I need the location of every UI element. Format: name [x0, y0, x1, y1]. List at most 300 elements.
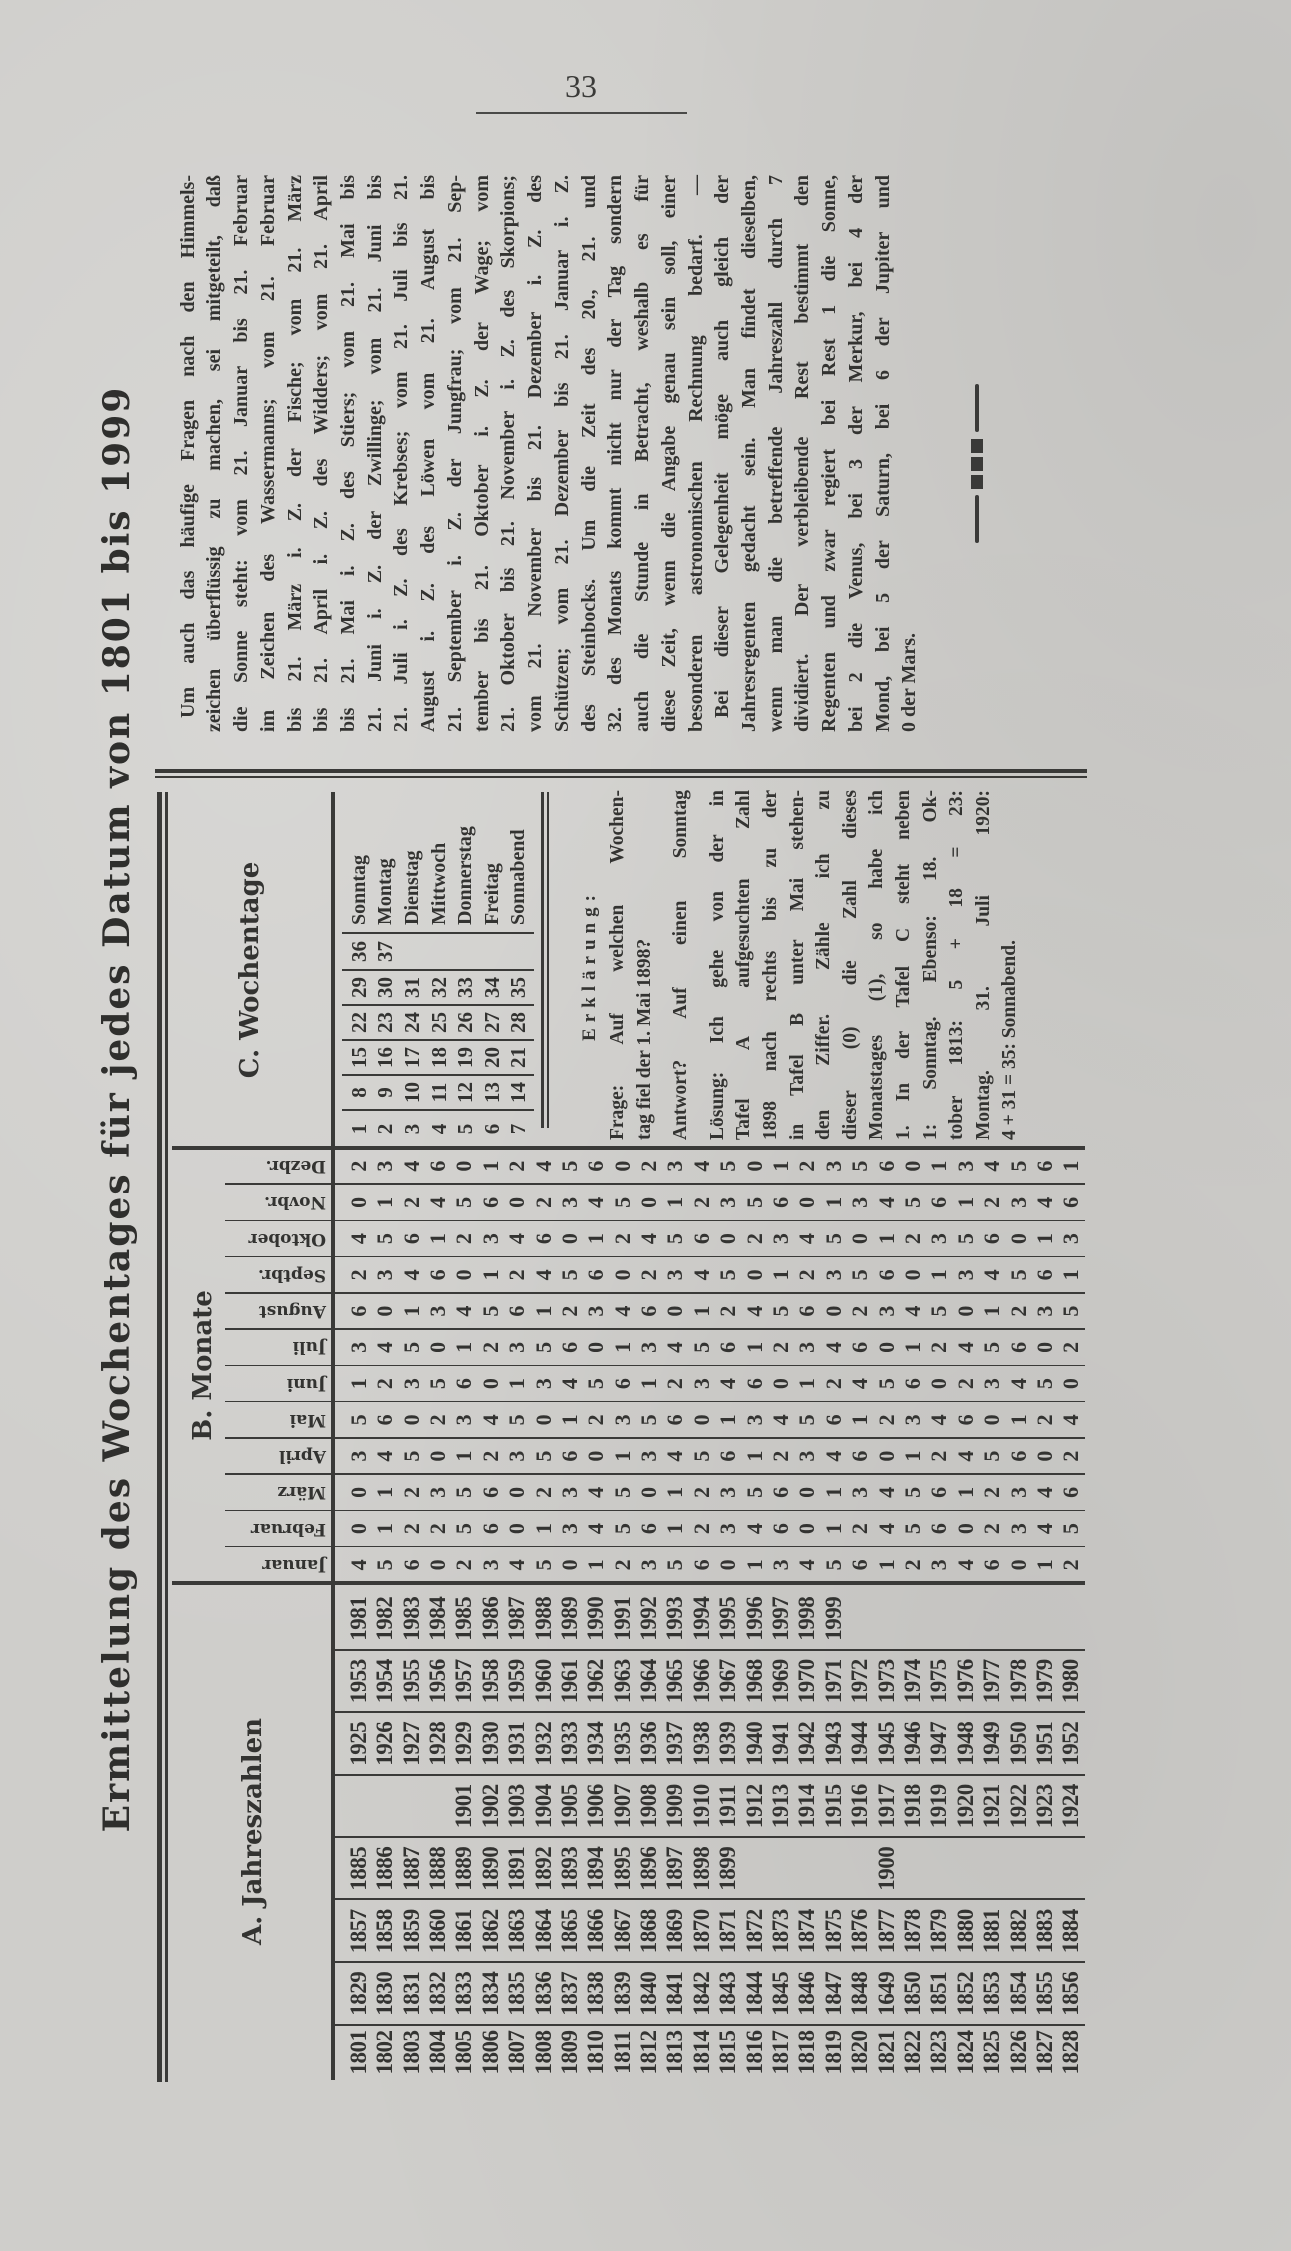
year-cell: 1963 [609, 1659, 635, 1704]
year-cell: 1973 [873, 1659, 899, 1704]
month-value-cell: 5 [609, 1196, 635, 1208]
year-cell: 1836 [530, 1971, 556, 2016]
year-cell: 1888 [424, 1846, 450, 1891]
year-cell: 1804 [424, 2030, 450, 2075]
month-header [226, 1329, 330, 1365]
year-cell: 1852 [952, 1971, 978, 2016]
header-bottom-rule [331, 792, 335, 2080]
month-value-cell: 5 [926, 1305, 952, 1317]
note-line: Um auch das häufige Fragen nach den Himmels- [176, 175, 199, 718]
year-cell: 1839 [609, 1971, 635, 2016]
note-line: die Sonne steht: vom 21. Januar bis 21. Februar [230, 175, 253, 732]
year-cell: 1825 [979, 2030, 1005, 2075]
day-number-cell: 1 [346, 1123, 371, 1135]
month-value-cell: 3 [424, 1305, 450, 1317]
month-value-cell: 3 [530, 1378, 556, 1390]
month-value-cell: 4 [372, 1450, 398, 1462]
month-value-cell: 6 [715, 1450, 741, 1462]
month-value-cell: 6 [688, 1233, 714, 1245]
month-value-cell: 2 [636, 1160, 662, 1172]
year-cell: 1967 [715, 1659, 741, 1704]
month-value-cell: 5 [688, 1341, 714, 1353]
month-value-cell: 5 [451, 1486, 477, 1498]
month-value-cell: 0 [899, 1269, 925, 1281]
month-value-cell: 6 [609, 1378, 635, 1390]
month-value-cell: 1 [926, 1160, 952, 1172]
month-value-cell: 4 [794, 1233, 820, 1245]
day-number-cell: 8 [346, 1087, 371, 1098]
note-line: besonderen astronomischen Rechnung bedarf. — [684, 175, 707, 732]
year-cell: 1812 [636, 2030, 662, 2075]
year-cell: 1869 [662, 1909, 688, 1954]
month-value-cell: 0 [847, 1233, 873, 1245]
month-value-cell: 2 [794, 1160, 820, 1172]
year-cell: 1931 [504, 1721, 530, 1766]
month-header-label: Septbr. [257, 1264, 326, 1285]
month-value-cell: 0 [504, 1486, 530, 1498]
day-number-cell: 31 [400, 977, 425, 998]
year-cell: 1854 [1005, 1971, 1031, 2016]
year-cell: 1982 [372, 1596, 398, 1641]
note-line: 21. Juli i. Z. des Krebses; vom 21. Juli bis 21. [390, 175, 413, 732]
month-value-cell: 4 [345, 1233, 371, 1245]
month-value-cell: 4 [530, 1160, 556, 1172]
month-value-cell: 0 [398, 1414, 424, 1426]
year-cell: 1896 [636, 1846, 662, 1891]
year-cell: 1908 [636, 1784, 662, 1829]
month-value-cell: 2 [451, 1233, 477, 1245]
month-value-cell: 3 [477, 1559, 503, 1571]
month-value-cell: 0 [820, 1305, 846, 1317]
month-value-cell: 4 [688, 1160, 714, 1172]
year-cell: 1832 [424, 1971, 450, 2016]
month-header-label: April [279, 1446, 326, 1467]
month-value-cell: 1 [768, 1269, 794, 1281]
month-value-cell: 5 [504, 1414, 530, 1426]
year-cell: 1900 [873, 1846, 899, 1891]
year-cell: 1924 [1058, 1784, 1084, 1829]
month-row [557, 1148, 583, 1583]
year-row [873, 1583, 899, 2080]
year-row [662, 1583, 688, 2080]
month-value-cell: 4 [1031, 1523, 1057, 1535]
year-cell: 1820 [847, 2030, 873, 2075]
month-value-cell: 0 [873, 1450, 899, 1462]
note-line: diese Zeit, wenn die Angabe genau sein soll, einer [657, 175, 680, 732]
month-value-cell: 6 [688, 1559, 714, 1571]
month-value-cell: 1 [952, 1196, 978, 1208]
month-value-cell: 0 [873, 1341, 899, 1353]
year-cell: 1977 [979, 1659, 1005, 1704]
year-cell: 1965 [662, 1659, 688, 1704]
month-value-cell: 3 [847, 1486, 873, 1498]
year-row [821, 1583, 847, 2080]
month-row [794, 1148, 820, 1583]
month-value-cell: 4 [398, 1269, 424, 1281]
year-cell: 1834 [477, 1971, 503, 2016]
month-value-cell: 0 [609, 1160, 635, 1172]
year-cell: 1810 [583, 2030, 609, 2075]
explanation-line: Montag. 31. Juli 1920: [972, 790, 994, 1140]
month-row [636, 1148, 662, 1583]
month-value-cell: 2 [398, 1523, 424, 1535]
year-cell: 1907 [609, 1784, 635, 1829]
year-cell: 1868 [636, 1909, 662, 1954]
month-value-cell: 1 [979, 1305, 1005, 1317]
explanation-line: den Ziffer. Zähle ich zu [813, 790, 835, 1140]
note-line: tember bis 21. Oktober i. Z. der Wage; vom [470, 175, 493, 732]
month-value-cell: 0 [583, 1450, 609, 1462]
month-value-cell: 6 [477, 1523, 503, 1535]
month-value-cell: 4 [1031, 1486, 1057, 1498]
month-value-cell: 2 [979, 1486, 1005, 1498]
month-header [226, 1547, 330, 1583]
year-cell: 1956 [424, 1659, 450, 1704]
month-value-cell: 0 [345, 1196, 371, 1208]
note-line: 21. September i. Z. der Jungfrau; vom 21. Sep- [443, 175, 466, 732]
month-value-cell: 2 [873, 1414, 899, 1426]
year-cell: 1838 [583, 1971, 609, 2016]
month-value-cell: 4 [477, 1414, 503, 1426]
day-number-cell: 11 [426, 1082, 451, 1103]
day-number-cell: 23 [373, 1012, 398, 1033]
explanation-heading: Erklärung: [579, 889, 600, 1041]
month-value-cell: 3 [662, 1160, 688, 1172]
month-value-cell: 5 [979, 1341, 1005, 1353]
year-cell: 1916 [847, 1784, 873, 1829]
month-value-cell: 2 [1058, 1450, 1084, 1462]
year-cell: 1818 [794, 2030, 820, 2075]
year-cell: 1949 [979, 1721, 1005, 1766]
month-value-cell: 2 [345, 1160, 371, 1172]
month-value-cell: 3 [636, 1450, 662, 1462]
month-value-cell: 4 [952, 1341, 978, 1353]
month-value-cell: 5 [1031, 1378, 1057, 1390]
month-value-cell: 5 [372, 1233, 398, 1245]
month-header-label: Februar [250, 1518, 326, 1539]
month-value-cell: 6 [398, 1559, 424, 1571]
year-cell: 1923 [1031, 1784, 1057, 1829]
year-cell: 1821 [873, 2030, 899, 2075]
year-row [794, 1583, 820, 2080]
year-cell: 1934 [583, 1721, 609, 1766]
month-value-cell: 3 [715, 1486, 741, 1498]
month-value-cell: 0 [451, 1160, 477, 1172]
year-cell: 1966 [688, 1659, 714, 1704]
year-row [715, 1583, 741, 2080]
month-value-cell: 6 [477, 1486, 503, 1498]
year-cell: 1850 [899, 1971, 925, 2016]
month-value-cell: 0 [926, 1378, 952, 1390]
year-cell: 1871 [715, 1909, 741, 1954]
year-cell: 1942 [794, 1721, 820, 1766]
year-cell: 1829 [345, 1971, 371, 2016]
ornament-rule-icon [971, 384, 983, 543]
month-value-cell: 6 [1031, 1269, 1057, 1281]
month-row [689, 1148, 715, 1583]
month-value-cell: 0 [768, 1378, 794, 1390]
day-number-cell: 4 [426, 1123, 451, 1135]
month-value-cell: 4 [583, 1196, 609, 1208]
year-row [636, 1583, 662, 2080]
month-value-cell: 2 [583, 1414, 609, 1426]
year-cell: 1880 [952, 1909, 978, 1954]
month-value-cell: 1 [873, 1559, 899, 1571]
day-number-cell: 9 [373, 1087, 398, 1098]
year-cell: 1867 [609, 1909, 635, 1954]
month-value-cell: 0 [1005, 1559, 1031, 1571]
month-value-cell: 4 [556, 1378, 582, 1390]
year-cell: 1801 [345, 2030, 371, 2075]
year-cell: 1979 [1031, 1659, 1057, 1704]
month-value-cell: 3 [820, 1160, 846, 1172]
year-cell: 1984 [424, 1596, 450, 1641]
month-value-cell: 6 [451, 1378, 477, 1390]
month-value-cell: 5 [741, 1486, 767, 1498]
month-value-cell: 3 [768, 1559, 794, 1571]
table-text-divider-thick [155, 769, 1087, 773]
year-cell: 1884 [1058, 1909, 1084, 1954]
year-cell: 1919 [926, 1784, 952, 1829]
note-line: zeichen überflüssig zu machen, sei mitgeteilt, daß [203, 175, 226, 732]
day-number-cell: 6 [479, 1123, 504, 1135]
month-value-cell: 4 [504, 1559, 530, 1571]
month-value-cell: 5 [820, 1559, 846, 1571]
month-row [478, 1148, 504, 1583]
month-value-cell: 0 [530, 1414, 556, 1426]
month-value-cell: 5 [662, 1233, 688, 1245]
month-value-cell: 0 [794, 1486, 820, 1498]
year-cell: 1920 [952, 1784, 978, 1829]
note-line: bis 21. Mai i. Z. des Stiers; vom 21. Mai bis [337, 175, 359, 732]
day-number-cell: 16 [373, 1047, 398, 1068]
year-row [953, 1583, 979, 2080]
month-row [979, 1148, 1005, 1583]
month-value-cell: 3 [688, 1378, 714, 1390]
explanation-line: Frage: Auf welchen Wochen- [607, 790, 628, 1140]
month-value-cell: 1 [741, 1341, 767, 1353]
year-cell: 1887 [398, 1846, 424, 1891]
month-value-cell: 4 [847, 1378, 873, 1390]
month-row [847, 1148, 873, 1583]
month-value-cell: 6 [636, 1305, 662, 1317]
month-value-cell: 4 [979, 1160, 1005, 1172]
note-line: Bei dieser Gelegenheit möge auch gleich der [711, 175, 734, 718]
month-value-cell: 2 [688, 1523, 714, 1535]
year-cell: 1824 [952, 2030, 978, 2075]
note-line: wenn man die betreffende Jahreszahl durch 7 [764, 175, 787, 732]
year-row [1032, 1583, 1058, 2080]
month-value-cell: 0 [794, 1196, 820, 1208]
month-value-cell: 6 [1058, 1486, 1084, 1498]
month-value-cell: 6 [847, 1450, 873, 1462]
month-value-cell: 3 [636, 1341, 662, 1353]
month-value-cell: 2 [926, 1341, 952, 1353]
year-cell: 1840 [636, 1971, 662, 2016]
month-value-cell: 0 [609, 1269, 635, 1281]
explanation-line: 1: Sonntag. Ebenso: 18. Ok- [919, 790, 941, 1140]
month-value-cell: 6 [556, 1450, 582, 1462]
month-value-cell: 1 [1031, 1233, 1057, 1245]
day-number-cell: 5 [453, 1123, 478, 1135]
month-value-cell: 0 [952, 1305, 978, 1317]
year-cell: 1863 [504, 1909, 530, 1954]
month-value-cell: 3 [424, 1486, 450, 1498]
month-value-cell: 2 [1058, 1341, 1084, 1353]
month-value-cell: 4 [820, 1341, 846, 1353]
day-number-cell: 29 [346, 977, 371, 998]
month-value-cell: 3 [1005, 1523, 1031, 1535]
year-cell: 1991 [609, 1596, 635, 1641]
year-cell: 1950 [1005, 1721, 1031, 1766]
month-row [741, 1148, 767, 1583]
month-header-label: Novbr. [264, 1192, 326, 1213]
month-value-cell: 2 [741, 1233, 767, 1245]
year-cell: 1822 [899, 2030, 925, 2075]
year-cell: 1980 [1058, 1659, 1084, 1704]
month-value-cell: 2 [847, 1523, 873, 1535]
month-value-cell: 6 [768, 1523, 794, 1535]
month-row [610, 1148, 636, 1583]
month-value-cell: 5 [873, 1378, 899, 1390]
month-value-cell: 5 [847, 1269, 873, 1281]
month-value-cell: 1 [372, 1486, 398, 1498]
day-number-cell: 35 [506, 977, 531, 998]
zodiac-note-block [175, 175, 924, 732]
note-line: 0 der Mars. [898, 632, 921, 732]
section-b-label: B. Monate [188, 1290, 218, 1441]
year-cell: 1927 [398, 1721, 424, 1766]
month-value-cell: 1 [794, 1378, 820, 1390]
month-value-cell: 2 [1031, 1414, 1057, 1426]
weekday-name: Montag [374, 858, 397, 925]
month-value-cell: 0 [345, 1523, 371, 1535]
month-value-cell: 5 [1005, 1160, 1031, 1172]
month-value-cell: 3 [926, 1559, 952, 1571]
explanation-line: 1. In der Tafel C steht neben [892, 790, 914, 1140]
month-value-cell: 5 [372, 1559, 398, 1571]
month-value-cell: 5 [451, 1196, 477, 1208]
year-cell: 1932 [530, 1721, 556, 1766]
month-value-cell: 0 [556, 1559, 582, 1571]
month-value-cell: 1 [1058, 1269, 1084, 1281]
year-cell: 1990 [583, 1596, 609, 1641]
year-cell: 1856 [1058, 1971, 1084, 2016]
month-value-cell: 3 [662, 1269, 688, 1281]
month-value-cell: 4 [715, 1378, 741, 1390]
month-row [1058, 1148, 1084, 1583]
month-value-cell: 5 [662, 1559, 688, 1571]
month-value-cell: 1 [768, 1160, 794, 1172]
year-cell: 1649 [873, 1971, 899, 2016]
note-line: vom 21. November bis 21. Dezember i. Z. des [524, 175, 547, 732]
year-cell: 1964 [636, 1659, 662, 1704]
year-cell: 1848 [847, 1971, 873, 2016]
month-value-cell: 5 [556, 1160, 582, 1172]
weekday-row [372, 792, 399, 1148]
month-header-label: Mai [289, 1409, 326, 1430]
month-value-cell: 1 [820, 1523, 846, 1535]
day-number-cell: 36 [346, 941, 371, 962]
year-cell: 1926 [372, 1721, 398, 1766]
day-number-cell: 28 [506, 1012, 531, 1033]
month-value-cell: 1 [372, 1196, 398, 1208]
year-cell: 1879 [926, 1909, 952, 1954]
month-value-cell: 2 [688, 1196, 714, 1208]
day-number-cell: 7 [506, 1123, 531, 1135]
explanation-line: 1898 nach rechts bis zu der [759, 790, 781, 1140]
month-value-cell: 3 [715, 1196, 741, 1208]
month-value-cell: 6 [556, 1341, 582, 1353]
ornament-bar-left [975, 495, 979, 543]
year-cell: 1874 [794, 1909, 820, 1954]
year-cell: 1831 [398, 1971, 424, 2016]
ornament-block [971, 475, 983, 489]
year-cell: 1987 [504, 1596, 530, 1641]
year-cell: 1876 [847, 1909, 873, 1954]
month-value-cell: 0 [1058, 1378, 1084, 1390]
year-cell: 1897 [662, 1846, 688, 1891]
year-cell: 1935 [609, 1721, 635, 1766]
weekday-row [346, 792, 373, 1148]
month-value-cell: 2 [345, 1269, 371, 1281]
month-value-cell: 3 [477, 1233, 503, 1245]
year-cell: 1928 [424, 1721, 450, 1766]
month-header [226, 1221, 330, 1257]
day-number-cell: 32 [426, 977, 451, 998]
day-number-cell: 30 [373, 977, 398, 998]
month-value-cell: 2 [504, 1160, 530, 1172]
day-number-cell: 13 [479, 1082, 504, 1103]
month-value-cell: 6 [530, 1233, 556, 1245]
month-value-cell: 5 [636, 1414, 662, 1426]
year-cell: 1917 [873, 1784, 899, 1829]
month-value-cell: 5 [715, 1160, 741, 1172]
month-value-cell: 1 [451, 1450, 477, 1462]
month-value-cell: 6 [345, 1305, 371, 1317]
month-header-label: März [277, 1482, 326, 1503]
year-cell: 1988 [530, 1596, 556, 1641]
month-value-cell: 1 [504, 1378, 530, 1390]
month-value-cell: 4 [609, 1305, 635, 1317]
section-c-label: C. Wochentage [235, 861, 265, 1079]
month-value-cell: 1 [662, 1196, 688, 1208]
month-value-cell: 6 [741, 1378, 767, 1390]
weekday-table-double-rule-b [547, 792, 549, 1128]
year-cell: 1957 [451, 1659, 477, 1704]
month-value-cell: 3 [345, 1450, 371, 1462]
day-number-cell: 21 [506, 1047, 531, 1068]
month-value-cell: 4 [583, 1523, 609, 1535]
month-value-cell: 2 [477, 1341, 503, 1353]
year-cell: 1895 [609, 1846, 635, 1891]
year-cell: 1994 [688, 1596, 714, 1641]
day-number-cell: 20 [479, 1047, 504, 1068]
month-value-cell: 1 [662, 1486, 688, 1498]
month-value-cell: 6 [873, 1160, 899, 1172]
month-value-cell: 2 [477, 1450, 503, 1462]
month-value-cell: 6 [979, 1559, 1005, 1571]
month-value-cell: 3 [372, 1269, 398, 1281]
month-value-cell: 2 [504, 1269, 530, 1281]
month-value-cell: 3 [636, 1559, 662, 1571]
year-cell: 1975 [926, 1659, 952, 1704]
year-cell: 1913 [768, 1784, 794, 1829]
note-line: im Zeichen des Wassermanns; vom 21. Februar [256, 175, 279, 732]
month-value-cell: 0 [1031, 1450, 1057, 1462]
month-value-cell: 3 [398, 1378, 424, 1390]
year-cell: 1823 [926, 2030, 952, 2075]
